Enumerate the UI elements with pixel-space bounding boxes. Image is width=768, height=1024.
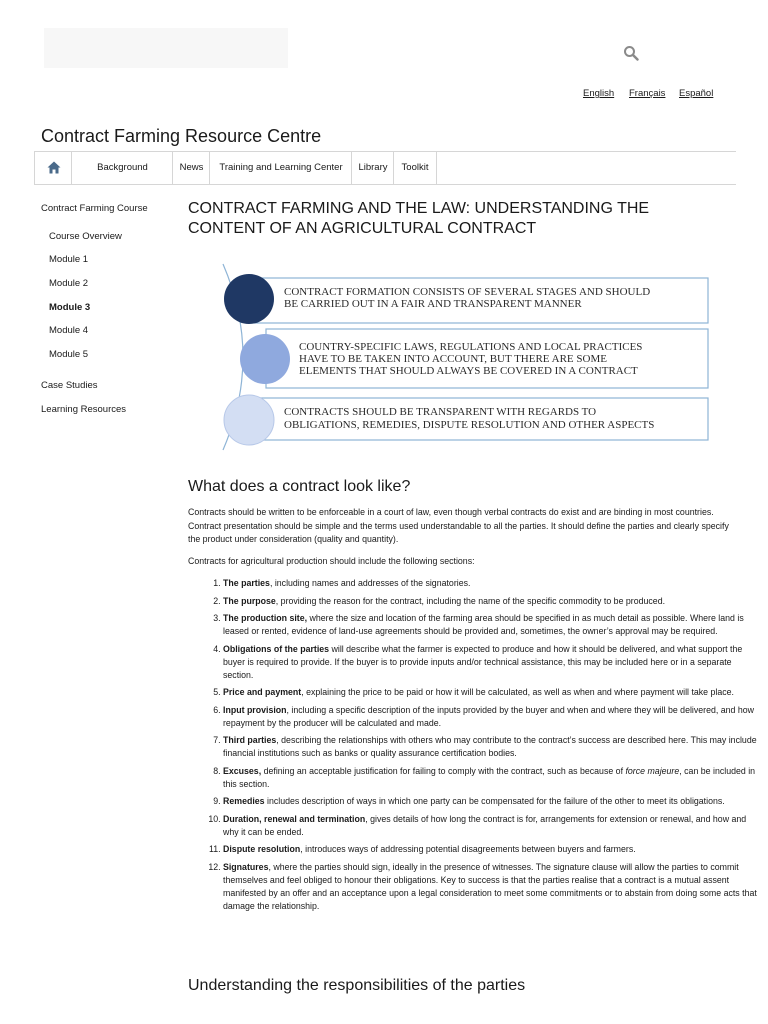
section-item-title: Duration, renewal and termination	[223, 813, 366, 824]
section-item-text: , providing the reason for the contract, including the name of the specific commodity to be produced.	[275, 595, 666, 606]
section-item-title: Excuses,	[223, 765, 262, 776]
contract-section-item	[223, 861, 758, 913]
contract-section-item	[223, 795, 758, 808]
contract-section-item	[223, 734, 758, 760]
site-logo-placeholder	[44, 28, 288, 68]
section-item-text: , introduces ways of addressing potential disagreements between buyers and farmers.	[300, 844, 636, 854]
contract-section-item	[223, 686, 758, 699]
lang-english-link[interactable]: English	[583, 88, 615, 99]
diagram-text-3-line-1: CONTRACTS SHOULD BE TRANSPARENT WITH REGARDS TO	[284, 406, 597, 418]
section-item-text: where the size and location of the farming area should be specified in as much detail as possible. Where land is leased or rented, evidence of land-use agreements should be provided and, sometimes, the owner’s approval may be required.	[223, 613, 744, 636]
nav-background[interactable]: Background	[71, 152, 173, 184]
sidebar-item-module-1[interactable]: Module 1	[49, 254, 89, 265]
section-item-title: Signatures	[223, 861, 269, 872]
section-item-text: includes description of ways in which one party can be compensated for the failure of the other to meet its obligations.	[264, 796, 725, 806]
home-icon	[47, 161, 61, 174]
section-item-title: Input provision	[223, 704, 287, 715]
nav-toolkit[interactable]: Toolkit	[393, 152, 437, 184]
section-heading-contract-look: What does a contract look like?	[188, 478, 411, 495]
diagram-circle-2	[240, 334, 290, 384]
top-navigation	[34, 151, 736, 185]
nav-training-learning-center[interactable]: Training and Learning Center	[209, 152, 352, 184]
contract-section-item	[223, 704, 758, 730]
contract-section-item	[223, 813, 758, 839]
nav-news[interactable]: News	[172, 152, 210, 184]
sidebar-item-module-3[interactable]: Module 3	[49, 302, 91, 313]
contract-section-item	[223, 595, 758, 608]
section-item-title: Dispute resolution	[223, 844, 301, 854]
section-item-text: , explaining the price to be paid or how it will be calculated, as well as when and where payment will take place.	[301, 687, 734, 697]
contract-section-item	[223, 577, 758, 590]
section-item-italic: force majeure	[625, 765, 680, 776]
section-item-title: The parties	[223, 578, 270, 588]
diagram-text-2-line-2: HAVE TO BE TAKEN INTO ACCOUNT, BUT THERE ARE SOME	[299, 353, 607, 365]
search-icon[interactable]	[623, 45, 639, 61]
section-item-title: Remedies	[223, 796, 265, 806]
diagram-text-2-line-1: COUNTRY-SPECIFIC LAWS, REGULATIONS AND LOCAL PRACTICES	[299, 341, 643, 353]
contract-sections-list	[188, 577, 758, 917]
sidebar-item-module-4[interactable]: Module 4	[49, 325, 89, 336]
nav-library[interactable]: Library	[351, 152, 394, 184]
section-item-text: defining an acceptable justification for failing to comply with the contract, such as because of	[261, 765, 626, 776]
lang-spanish-link[interactable]: Español	[679, 88, 714, 99]
contract-section-item	[223, 843, 758, 856]
diagram-text-1-line-2: BE CARRIED OUT IN A FAIR AND TRANSPARENT MANNER	[284, 298, 582, 310]
section-item-title: The purpose	[223, 595, 276, 606]
section-item-text: , where the parties should sign, ideally in the presence of witnesses. The signature clause will allow the parties to commit themselves and feel obliged to honour their obligations. Key to success is that the parties realise that a contract is a mutual assent manifested by an offer and an acceptance upon a legal consideration to meet some commitments or to abstain from doing some acts that damage the relationship.	[223, 861, 757, 911]
section-item-title: The production site,	[223, 613, 308, 623]
section-item-text: , including names and addresses of the signatories.	[269, 578, 471, 588]
contract-section-item	[223, 612, 758, 638]
sidebar-item-module-2[interactable]: Module 2	[49, 278, 89, 289]
lang-french-link[interactable]: Français	[629, 88, 666, 99]
diagram-text-1-line-1: CONTRACT FORMATION CONSISTS OF SEVERAL STAGES AND SHOULD	[284, 286, 651, 298]
section-item-text: , gives details of how long the contract is for, arrangements for extension or renewal, and how and why it can be ended.	[223, 813, 747, 837]
sidebar-item-case-studies[interactable]: Case Studies	[41, 380, 98, 391]
sidebar-item-module-5[interactable]: Module 5	[49, 349, 89, 360]
contract-section-item	[223, 643, 758, 682]
section-item-text-cont: , can be included in this section.	[223, 765, 756, 789]
contract-section-item	[223, 765, 758, 791]
section-heading-responsibilities: Understanding the responsibilities of the parties	[188, 977, 526, 994]
contract-stages-diagram	[188, 262, 718, 452]
section-item-title: Price and payment	[223, 687, 302, 697]
sidebar-item-learning-resources[interactable]: Learning Resources	[41, 404, 127, 415]
section-item-text: , describing the relationships with others who may contribute to the contract’s success are described here. This may include financial institutions such as banks or quality assurance certification bodies.	[223, 735, 757, 758]
sections-intro-paragraph: Contracts for agricultural production should include the following sections:	[188, 556, 475, 566]
section-item-text: will describe what the farmer is expected to produce and how it should be delivered, and what support the buyer is required to provide. If the buyer is to provide inputs and/or technical assistance, this may be included here or in a separate section.	[223, 643, 743, 680]
site-title: Contract Farming Resource Centre	[41, 126, 322, 146]
section-item-title: Obligations of the parties	[223, 643, 330, 654]
sidebar-item-course-overview[interactable]: Course Overview	[49, 231, 122, 242]
section-item-title: Third parties	[223, 735, 277, 745]
section-item-text: , including a specific description of the inputs provided by the buyer and when and where they will be delivered, and how repayment by the producer will be calculated and made.	[223, 704, 755, 728]
intro-paragraph: Contracts should be written to be enforceable in a court of law, even though verbal contracts do exist and are binding in most countries. Contract presentation should be simple and the terms used understandable to all the parties. It should define the parties and clearly specify the product under consideration (quality and quantity).	[188, 507, 729, 544]
diagram-text-3-line-2: OBLIGATIONS, REMEDIES, DISPUTE RESOLUTION AND OTHER ASPECTS	[284, 419, 655, 431]
diagram-circle-3	[224, 395, 274, 445]
diagram-circle-1	[224, 274, 274, 324]
page-title: CONTRACT FARMING AND THE LAW: UNDERSTANDING THE CONTENT OF AN AGRICULTURAL CONTRACT	[188, 200, 650, 237]
nav-home[interactable]	[34, 152, 72, 184]
sidebar-item-contract-farming-course[interactable]: Contract Farming Course	[41, 203, 148, 214]
diagram-text-2-line-3: ELEMENTS THAT SHOULD ALWAYS BE COVERED IN A CONTRACT	[299, 365, 638, 377]
